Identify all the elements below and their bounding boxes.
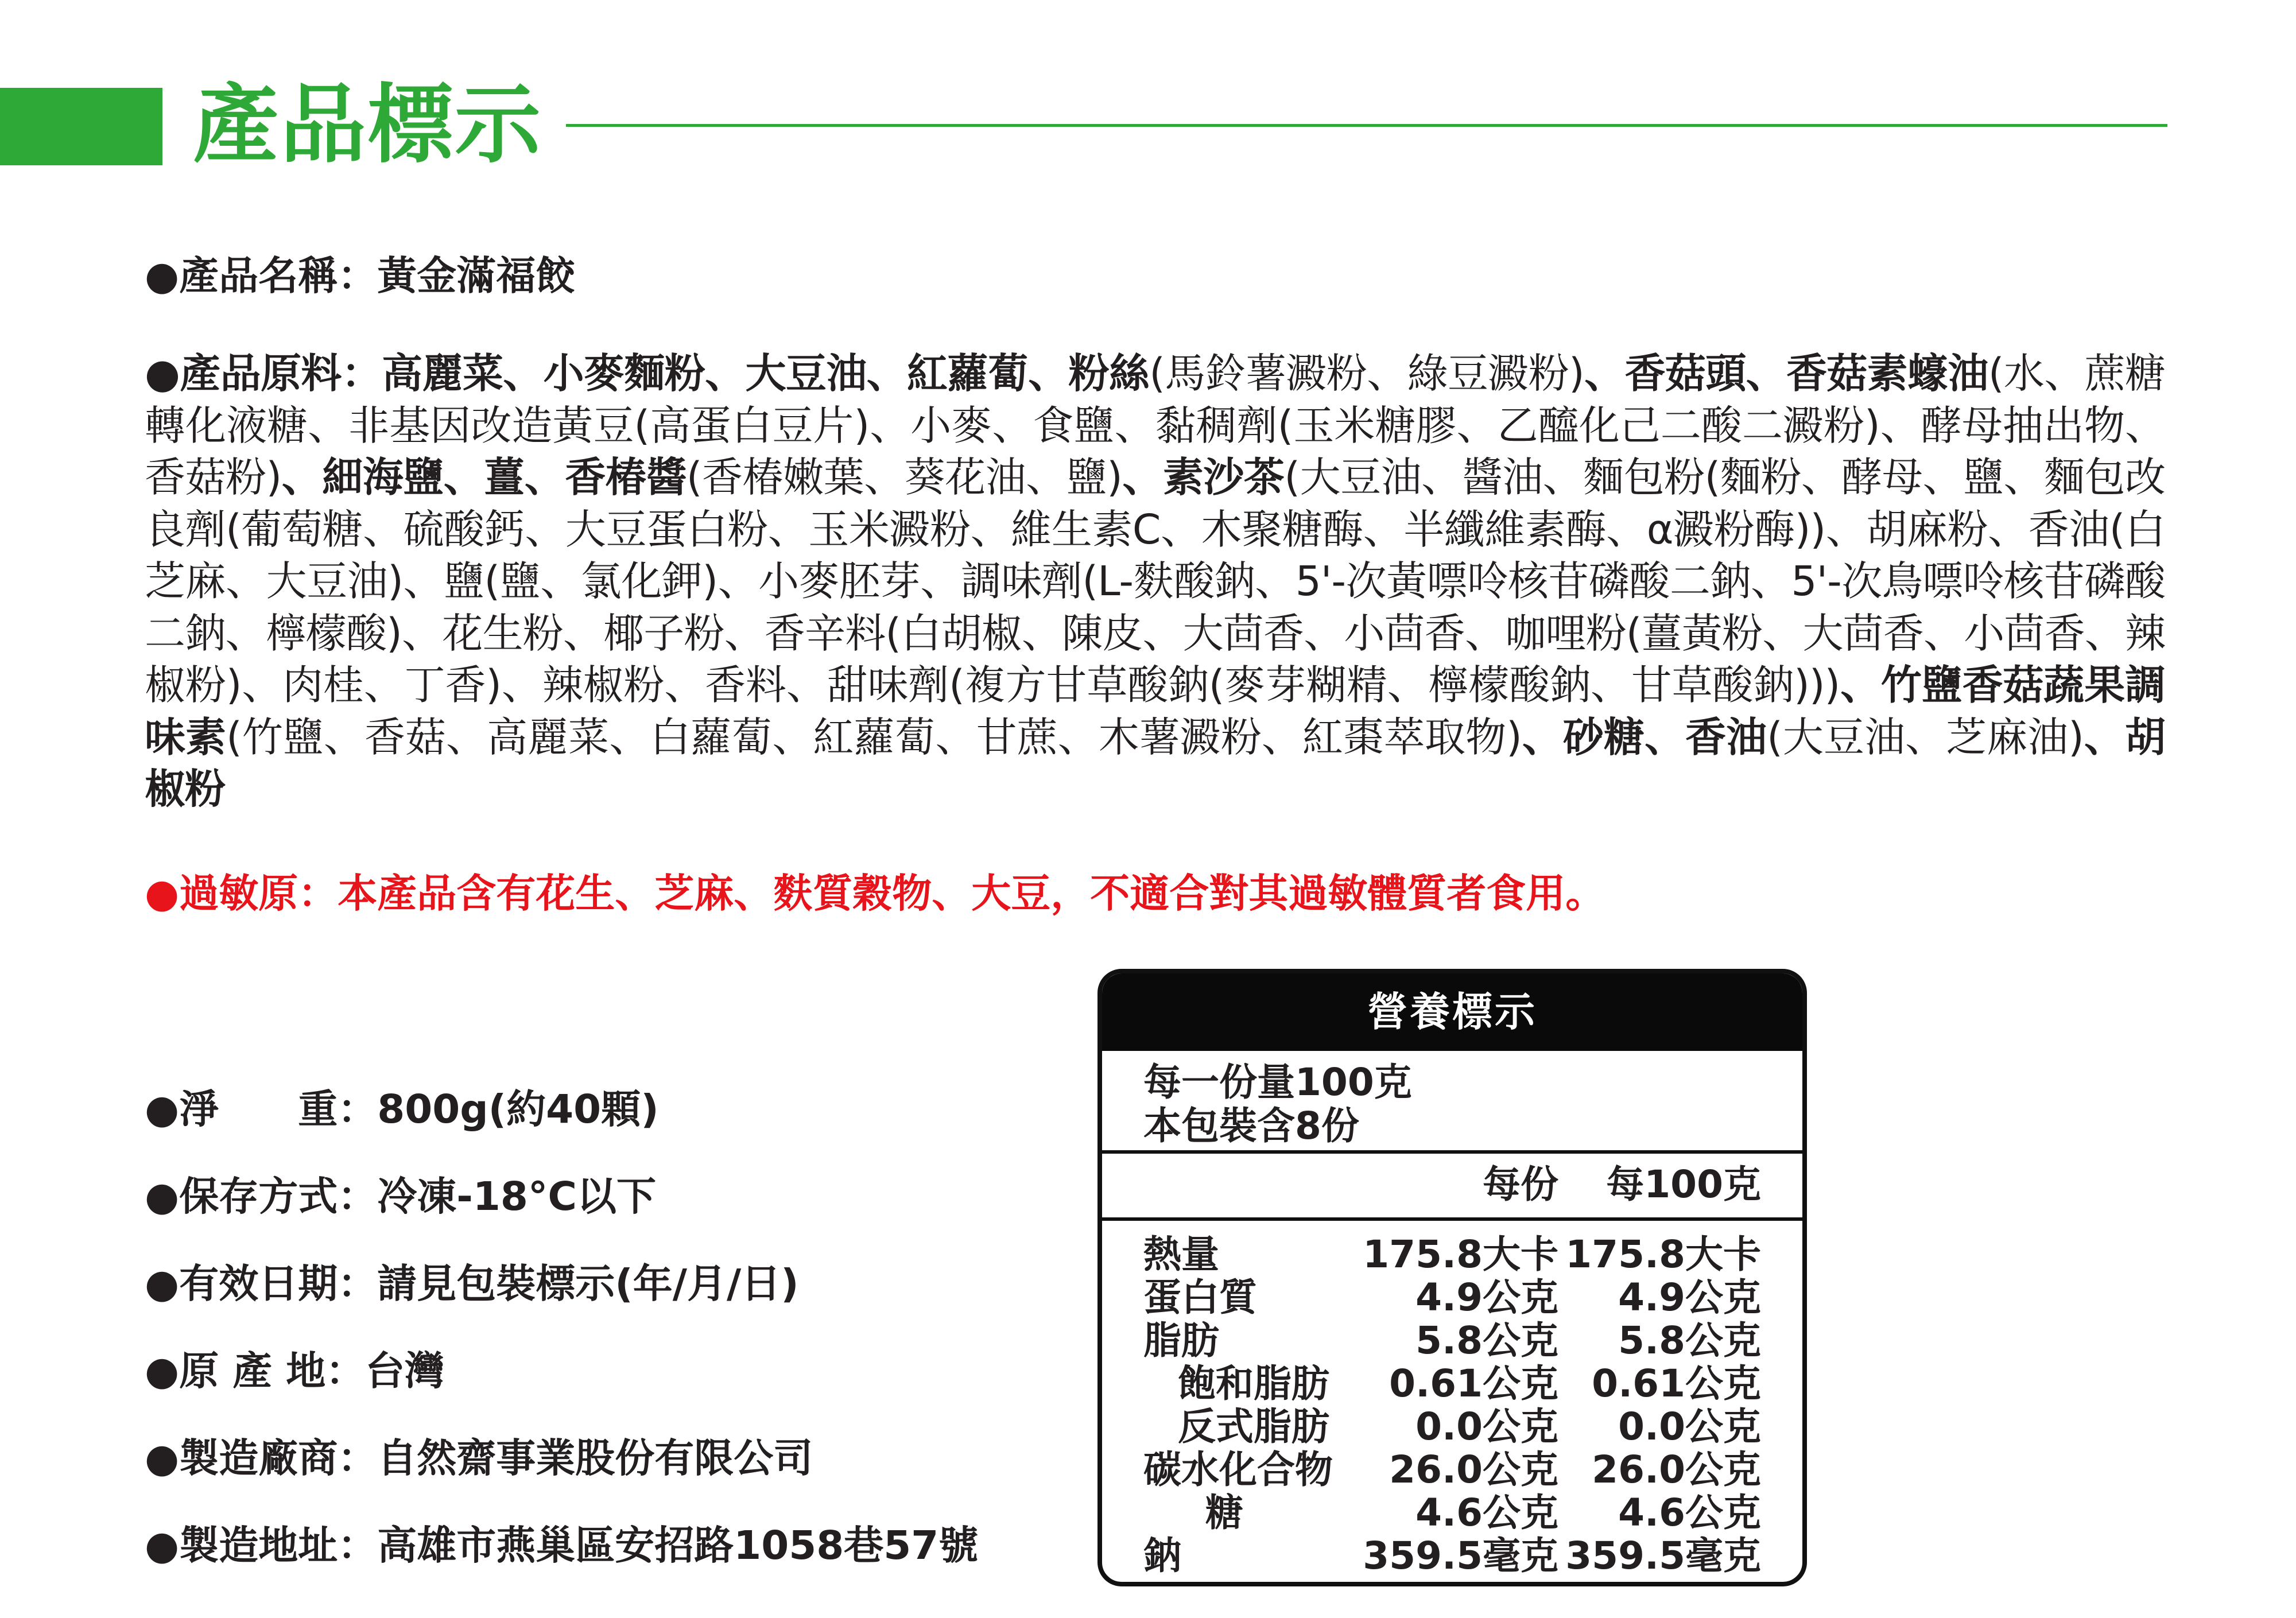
ingredient-segment: 、砂糖、香油	[1521, 713, 1767, 761]
ingredients-text	[145, 348, 2165, 816]
nutrition-row	[1102, 1319, 1802, 1362]
storage-line	[145, 1171, 656, 1223]
nutrient-name: 蛋白質	[1143, 1275, 1257, 1320]
nutrient-per-100g: 0.61公克	[1592, 1361, 1761, 1406]
header-divider	[566, 124, 2167, 127]
col-header-per-serving: 每份	[1483, 1162, 1558, 1206]
address-line	[145, 1520, 978, 1572]
nutrition-row	[1102, 1448, 1802, 1491]
ingredient-segment: 、素沙茶	[1122, 453, 1285, 501]
ingredient-segment: 、香菇頭、香菇素蠔油	[1584, 350, 1988, 397]
manufacturer-label: ●製造廠商：	[145, 1435, 378, 1481]
ingredient-segment: (大豆油、醬油、麵包粉(麵粉、酵母、鹽、麵包改良劑(葡萄糖、硫酸鈣、大豆蛋白粉、玉米澱粉、維生素C、木聚糖酶、半纖維素酶、α澱粉酶))、胡麻粉、香油(白芝麻、大豆油)、鹽(鹽、氯化鉀)、小麥胚芽、調味劑(L-麩酸鈉、5'-次黃嘌呤核苷磷酸二鈉、5'-次鳥嘌呤核苷磷酸二鈉、檸檬酸)、花生粉、椰子粉、香辛料(白胡椒、陳皮、大茴香、小茴香、咖哩粉(薑黃粉、大茴香、小茴香、辣椒粉)、肉桂、丁香)、辣椒粉、香料、甜味劑(複方甘草酸鈉(麥芽糊精、檸檬酸鈉、甘草酸鈉)))	[145, 453, 2165, 709]
origin-value: 台灣	[365, 1348, 445, 1394]
nutrient-per-serving: 4.9公克	[1415, 1275, 1558, 1320]
nutrient-per-100g: 0.0公克	[1618, 1404, 1761, 1449]
table-divider	[1102, 1217, 1802, 1221]
nutrient-per-100g: 175.8大卡	[1565, 1232, 1761, 1276]
header-accent-bar	[0, 88, 162, 165]
expiry-line	[145, 1258, 799, 1310]
nutrient-per-serving: 4.6公克	[1415, 1491, 1558, 1535]
address-value: 高雄市燕巢區安招路1058巷57號	[377, 1523, 979, 1569]
nutrient-per-serving: 0.0公克	[1415, 1404, 1558, 1449]
product-name-line	[145, 250, 575, 302]
manufacturer-value: 自然齋事業股份有限公司	[377, 1435, 813, 1481]
net-weight-label: ●淨 重：	[145, 1087, 378, 1132]
product-name-label: ●產品名稱：	[145, 253, 378, 299]
nutrition-row	[1102, 1491, 1802, 1534]
nutrition-row	[1102, 1362, 1802, 1405]
storage-label: ●保存方式：	[145, 1174, 378, 1220]
expiry-value: 請見包裝標示(年/月/日)	[377, 1261, 799, 1307]
net-weight-value: 800g(約40顆)	[377, 1087, 659, 1132]
page-title: 產品標示	[193, 75, 542, 175]
nutrient-per-serving: 5.8公克	[1415, 1318, 1558, 1363]
origin-label: ●原 產 地：	[145, 1348, 366, 1394]
nutrition-facts-table	[1097, 969, 1807, 1586]
ingredient-segment: 、竹鹽香菇蔬果調味素	[145, 661, 2165, 761]
nutrient-per-100g: 4.9公克	[1618, 1275, 1761, 1320]
address-label: ●製造地址：	[145, 1523, 378, 1569]
ingredient-segment: (水、蔗糖轉化液糖、非基因改造黃豆(高蛋白豆片)、小麥、食鹽、黏稠劑(玉米糖膠、乙醯化己二酸二澱粉)、酵母抽出物、香菇粉)	[145, 350, 2165, 501]
ingredient-segment: (大豆油、芝麻油)	[1767, 713, 2084, 761]
allergen-warning: ●過敏原：本產品含有花生、芝麻、麩質穀物、大豆，不適合對其過敏體質者食用。	[145, 871, 1605, 917]
nutrition-row	[1102, 1405, 1802, 1448]
nutrient-per-serving: 0.61公克	[1389, 1361, 1558, 1406]
expiry-label: ●有效日期：	[145, 1261, 378, 1307]
nutrient-per-serving: 175.8大卡	[1363, 1232, 1558, 1276]
table-divider	[1102, 1150, 1802, 1154]
serving-size: 每一份量100克	[1143, 1060, 1412, 1104]
manufacturer-line	[145, 1433, 813, 1484]
ingredient-segment: 、細海鹽、薑、香椿醬	[281, 453, 687, 501]
nutrient-name: 碳水化合物	[1143, 1448, 1333, 1492]
product-name-value: 黃金滿福餃	[377, 253, 576, 299]
nutrition-row	[1102, 1534, 1802, 1577]
nutrient-per-100g: 4.6公克	[1618, 1491, 1761, 1535]
nutrient-per-100g: 5.8公克	[1618, 1318, 1761, 1363]
ingredient-segment: 、胡椒粉	[145, 713, 2165, 813]
nutrient-name: 飽和脂肪	[1178, 1361, 1329, 1406]
nutrition-row	[1102, 1276, 1802, 1319]
ingredient-segment: (竹鹽、香菇、高麗菜、白蘿蔔、紅蘿蔔、甘蔗、木薯澱粉、紅棗萃取物)	[226, 713, 1522, 761]
ingredient-segment: (香椿嫩葉、葵花油、鹽)	[686, 453, 1122, 501]
col-header-per-100g: 每100克	[1606, 1162, 1761, 1206]
servings-per-package: 本包裝含8份	[1143, 1104, 1359, 1148]
nutrient-name: 鈉	[1143, 1534, 1181, 1578]
nutrient-name: 糖	[1205, 1491, 1243, 1535]
serving-info	[1143, 1061, 1412, 1148]
origin-line	[145, 1345, 444, 1397]
ingredient-segment: ●產品原料：高麗菜、小麥麵粉、大豆油、紅蘿蔔、粉絲	[145, 350, 1150, 397]
nutrient-per-100g: 359.5毫克	[1565, 1534, 1761, 1578]
ingredient-segment: (馬鈴薯澱粉、綠豆澱粉)	[1149, 350, 1584, 397]
nutrition-row	[1102, 1233, 1802, 1276]
nutrient-per-serving: 26.0公克	[1389, 1448, 1558, 1492]
nutrient-name: 熱量	[1143, 1232, 1219, 1276]
nutrient-per-100g: 26.0公克	[1592, 1448, 1761, 1492]
nutrition-title: 營養標示	[1102, 973, 1802, 1051]
nutrient-per-serving: 359.5毫克	[1363, 1534, 1558, 1578]
storage-value: 冷凍-18°C以下	[377, 1174, 657, 1220]
nutrient-name: 反式脂肪	[1178, 1404, 1329, 1449]
net-weight-line	[145, 1084, 659, 1135]
nutrient-name: 脂肪	[1143, 1318, 1219, 1363]
